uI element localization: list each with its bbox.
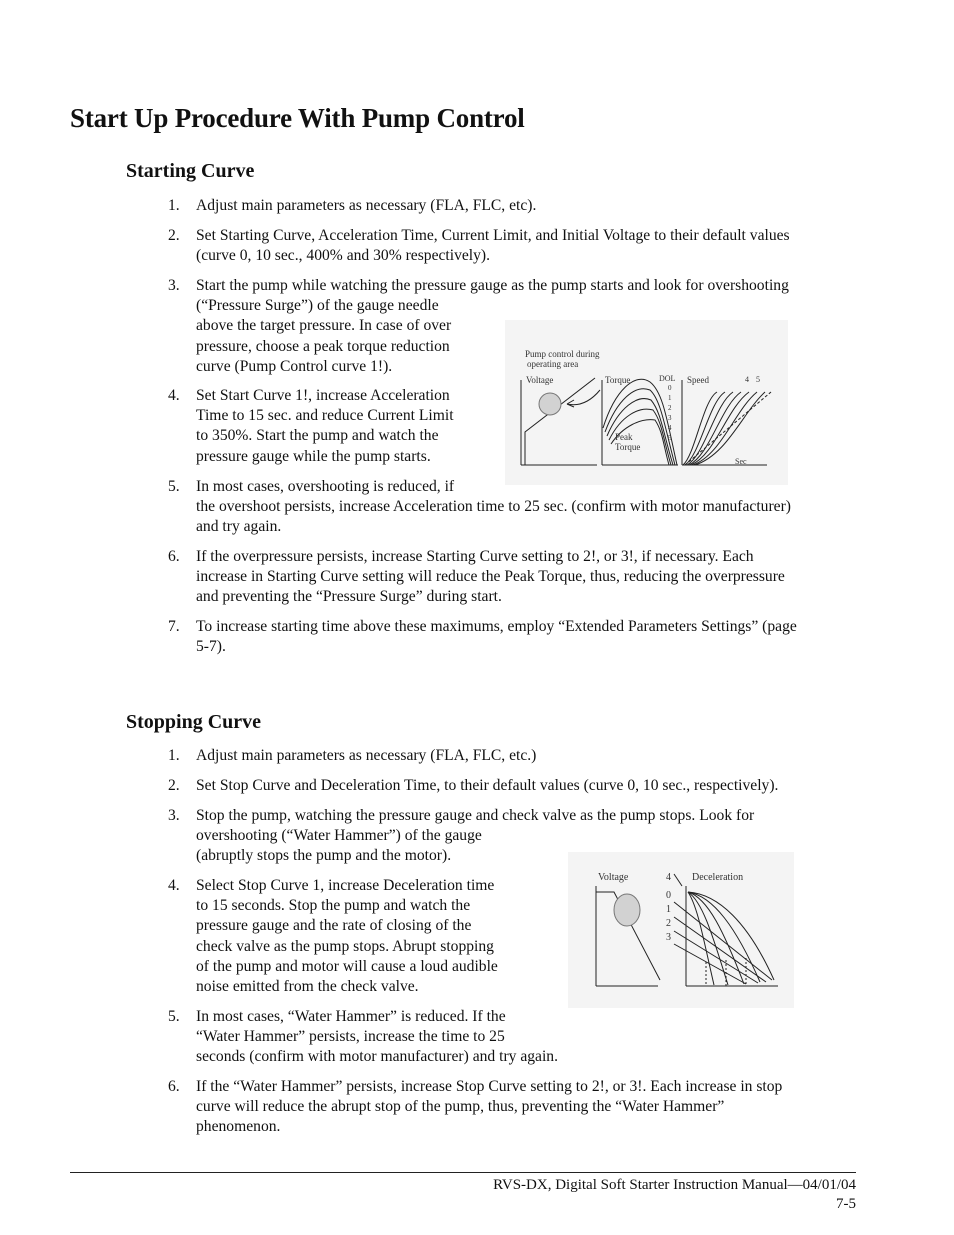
- item-text: [196, 1077, 782, 1138]
- item-text-line: curve will reduce the abrupt stop of the pump, thus, preventing the “Water Hammer”: [196, 1098, 725, 1116]
- item-text-line: (abruptly stops the pump and the motor).: [196, 847, 452, 865]
- item-text-line: check valve as the pump stops. Abrupt stopping: [196, 937, 494, 955]
- starting-curve-heading: Starting Curve: [126, 160, 255, 182]
- fig2-deceleration-label: Deceleration: [692, 872, 744, 883]
- item-text: [196, 746, 536, 766]
- item-number: 2.: [168, 777, 180, 794]
- page-title: Start Up Procedure With Pump Control: [70, 103, 525, 133]
- fig1-pump-control-label-2: operating area: [527, 359, 579, 369]
- fig2-curve-numbers: [666, 890, 671, 943]
- item-text: [196, 196, 536, 216]
- item-text-line: pressure, choose a peak torque reduction: [196, 337, 450, 355]
- item-text-line: to 350%. Start the pump and watch the: [196, 427, 439, 445]
- stopping-curve-figure: [568, 852, 794, 1008]
- fig1-voltage-label: Voltage: [526, 375, 554, 385]
- item-text: [196, 226, 790, 266]
- item-text: [196, 386, 454, 467]
- footer-rule: [70, 1172, 856, 1173]
- item-text-line: Time to 15 sec. and reduce Current Limit: [196, 407, 454, 425]
- item-text-line: seconds (confirm with motor manufacturer) and try again.: [196, 1048, 558, 1066]
- fig1-curve-number: 0: [668, 384, 672, 392]
- fig1-curve-numbers: [668, 384, 672, 442]
- item-text-line: to 15 seconds. Stop the pump and watch the: [196, 897, 471, 915]
- item-text-line: Stop the pump, watching the pressure gauge and check valve as the pump stops. Look for: [196, 807, 755, 824]
- fig1-speed-curve-dol: [683, 392, 717, 465]
- item-text-line: of the pump and motor will cause a loud audible: [196, 957, 498, 975]
- starting-curve-figure: [505, 320, 788, 485]
- item-text-line: curve (Pump Control curve 1!).: [196, 357, 393, 375]
- fig2-curve-number: 3: [666, 932, 671, 943]
- item-text-line: phenomenon.: [196, 1118, 281, 1136]
- item-number: 3.: [168, 807, 180, 824]
- stopping-curve-heading: Stopping Curve: [126, 711, 262, 733]
- fig1-torque-label: Torque: [605, 375, 631, 385]
- fig2-curve-number: 2: [666, 918, 671, 929]
- fig1-sec-label: Sec: [735, 457, 747, 466]
- item-text: [196, 617, 797, 657]
- item-number: 6.: [168, 548, 180, 565]
- item-text-line: Set Start Curve 1!, increase Acceleration: [196, 387, 450, 404]
- item-text-line: Adjust main parameters as necessary (FLA, FLC, etc).: [196, 197, 537, 214]
- fig1-curve-number: 5: [668, 434, 672, 442]
- fig1-pump-control-label-1: Pump control during: [525, 349, 600, 359]
- item-text-line: If the “Water Hammer” persists, increase Stop Curve setting to 2!, or 3!. Each increase in stop: [196, 1078, 783, 1095]
- fig1-speed-4-label: 4: [745, 375, 749, 384]
- item-text-line: overshooting (“Water Hammer”) of the gauge: [196, 827, 482, 845]
- item-text-line: and try again.: [196, 518, 282, 536]
- item-text: [196, 1007, 558, 1068]
- fig2-decel-curve-e: [688, 892, 714, 985]
- fig1-arrowhead: [567, 400, 574, 407]
- item-text-line: Adjust main parameters as necessary (FLA, FLC, etc.): [196, 747, 537, 764]
- fig2-decel-line-2: [674, 931, 758, 983]
- item-text-line: Set Starting Curve, Acceleration Time, Current Limit, and Initial Voltage to their default values: [196, 227, 790, 244]
- item-number: 3.: [168, 277, 180, 294]
- footer-manual-title: RVS-DX, Digital Soft Starter Instruction Manual—04/01/04: [493, 1177, 856, 1193]
- fig2-decel-curve-c: [688, 892, 744, 984]
- item-number: 4.: [168, 877, 180, 894]
- fig1-speed-label: Speed: [687, 375, 709, 385]
- fig1-speed-curve-4: [693, 392, 757, 465]
- item-number: 6.: [168, 1078, 180, 1095]
- fig1-speed-5-label: 5: [756, 375, 760, 384]
- item-text-line: “Water Hammer” persists, increase the time to 25: [196, 1028, 505, 1046]
- fig1-operating-area-circle: [539, 393, 561, 415]
- item-text-line: increase in Starting Curve setting will reduce the Peak Torque, thus, reducing the overpressure: [196, 568, 785, 586]
- fig2-curve-4-tick: [674, 874, 682, 886]
- item-text: [196, 477, 791, 538]
- fig1-dol-label: DOL: [659, 374, 676, 383]
- item-number: 1.: [168, 197, 180, 214]
- item-text-line: To increase starting time above these maximums, employ “Extended Parameters Settings” (page: [196, 618, 797, 635]
- item-number: 4.: [168, 387, 180, 404]
- item-text-line: pressure gauge and the rate of closing of the: [196, 917, 472, 935]
- fig2-decel-line-1: [674, 917, 766, 982]
- item-text-line: In most cases, overshooting is reduced, if: [196, 478, 455, 495]
- fig2-area-circle: [614, 894, 640, 926]
- fig1-voltage-ramp: [525, 378, 595, 465]
- fig1-peak-torque-label: Torque: [615, 442, 641, 452]
- item-text-line: (curve 0, 10 sec., 400% and 30% respectively).: [196, 247, 491, 265]
- fig1-arrow: [567, 390, 600, 405]
- fig1-speed-curve-3: [691, 392, 749, 465]
- fig2-curve-4-label: 4: [666, 872, 671, 883]
- item-text-line: In most cases, “Water Hammer” is reduced. If the: [196, 1008, 506, 1025]
- item-text: [196, 547, 785, 608]
- item-number: 5.: [168, 1008, 180, 1025]
- item-number: 7.: [168, 618, 180, 635]
- fig1-curve-number: 4: [668, 424, 672, 432]
- item-text-line: the overshoot persists, increase Acceleration time to 25 sec. (confirm with motor manufacturer): [196, 498, 791, 516]
- item-text-line: noise emitted from the check valve.: [196, 978, 419, 996]
- fig1-curve-number: 2: [668, 404, 672, 412]
- fig1-peak-label: Peak: [615, 432, 633, 442]
- item-text: [196, 876, 498, 997]
- fig1-curve-number: 1: [668, 394, 672, 402]
- fig1-speed-curve-2: [689, 392, 741, 465]
- item-number: 1.: [168, 747, 180, 764]
- item-text-line: Select Stop Curve 1, increase Deceleration time: [196, 877, 495, 894]
- fig1-speed-dashed-line: [685, 392, 771, 465]
- fig2-curve-number: 1: [666, 904, 671, 915]
- item-text-line: If the overpressure persists, increase Starting Curve setting to 2!, or 3!, if necessary. Each: [196, 548, 754, 565]
- item-text-line: 5-7).: [196, 638, 226, 656]
- footer-page-number: 7-5: [836, 1196, 856, 1212]
- item-text-line: and preventing the “Pressure Surge” during start.: [196, 588, 502, 606]
- fig1-curve-number: 3: [668, 414, 672, 422]
- fig2-decel-line-3: [674, 944, 746, 984]
- item-text-line: Set Stop Curve and Deceleration Time, to their default values (curve 0, 10 sec., respectively).: [196, 777, 779, 794]
- fig2-curve-number: 0: [666, 890, 671, 901]
- item-text-line: pressure gauge while the pump starts.: [196, 447, 431, 465]
- item-text-line: above the target pressure. In case of over: [196, 317, 452, 335]
- item-text-line: (“Pressure Surge”) of the gauge needle: [196, 297, 439, 315]
- item-number: 2.: [168, 227, 180, 244]
- item-number: 5.: [168, 478, 180, 495]
- fig2-voltage-label: Voltage: [598, 872, 629, 883]
- item-text-line: Start the pump while watching the pressure gauge as the pump starts and look for overshooting: [196, 277, 789, 294]
- item-text: [196, 776, 778, 796]
